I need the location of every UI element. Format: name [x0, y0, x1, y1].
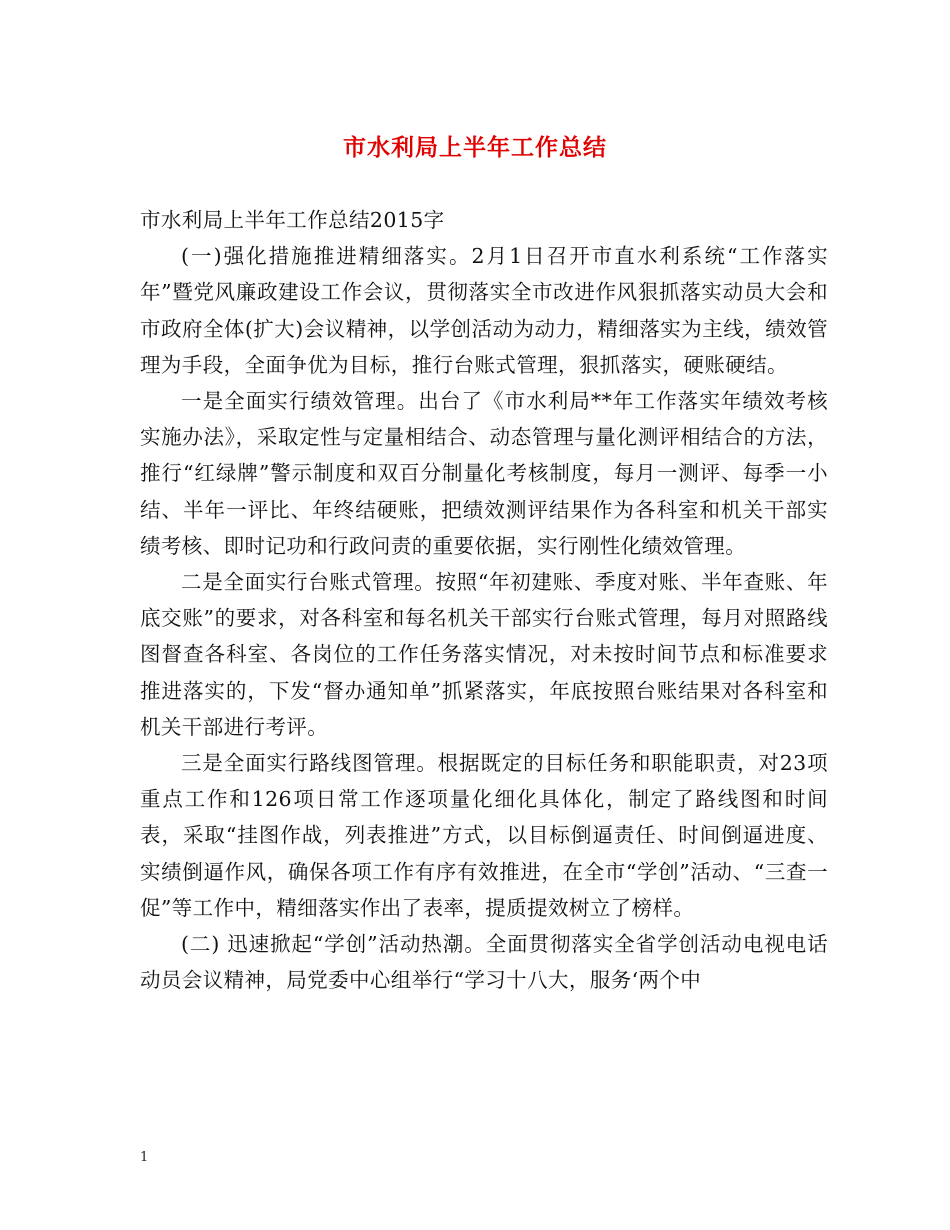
paragraph: (一)强化措施推进精细落实。2月1日召开市直水利系统“工作落实年”暨党风廉政建设工作会议，贯彻落实全市改进作风狠抓落实动员大会和市政府全体(扩大)会议精神，以学创活动为动力，精细落实为主线，绩效管理为手段，全面争优为目标，推行台账式管理，狠抓落实，硬账硬结。: [140, 244, 828, 377]
subtitle-line: 市水利局上半年工作总结2015字: [140, 208, 445, 232]
document-title: 市水利局上半年工作总结: [343, 134, 607, 161]
paragraph: 二是全面实行台账式管理。按照“年初建账、季度对账、半年查账、年底交账”的要求，对各科室和每名机关干部实行台账式管理，每月对照路线图督查各科室、各岗位的工作任务落实情况，对未按时间节点和标准要求推进落实的，下发“督办通知单”抓紧落实，年底按照台账结果对各科室和机关干部进行考评。: [140, 570, 828, 739]
paragraph: 三是全面实行路线图管理。根据既定的目标任务和职能职责，对23项重点工作和126项日常工作逐项量化细化具体化，制定了路线图和时间表，采取“挂图作战，列表推进”方式，以目标倒逼责任、时间倒逼进度、实绩倒逼作风，确保各项工作有序有效推进，在全市“学创”活动、“三查一促”等工作中，精细落实作出了表率，提质提效树立了榜样。: [140, 751, 828, 920]
page-number: 1: [140, 1150, 149, 1165]
paragraph: 一是全面实行绩效管理。出台了《市水利局**年工作落实年绩效考核实施办法》，采取定性与定量相结合、动态管理与量化测评相结合的方法，推行“红绿牌”警示制度和双百分制量化考核制度，每月一测评、每季一小结、半年一评比、年终结硬账，把绩效测评结果作为各科室和机关干部实绩考核、即时记功和行政问责的重要依据，实行刚性化绩效管理。: [140, 389, 828, 558]
paragraph: (二) 迅速掀起“学创”活动热潮。全面贯彻落实全省学创活动电视电话动员会议精神，局党委中心组举行“学习十八大，服务‘两个中: [140, 932, 828, 993]
document-body: [140, 202, 828, 998]
